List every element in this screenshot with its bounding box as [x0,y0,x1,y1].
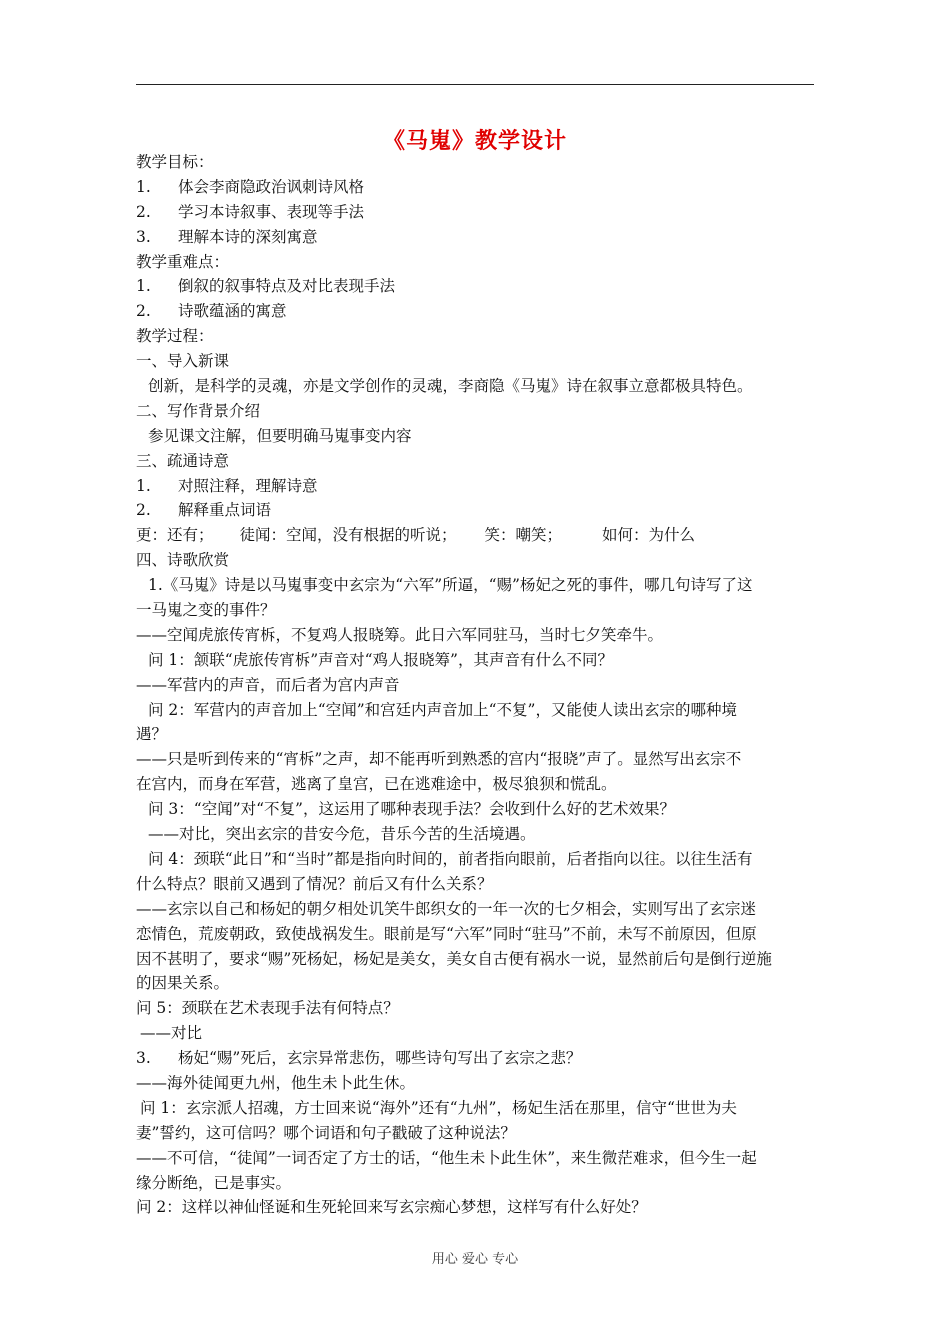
list-item: 2. 学习本诗叙事、表现等手法 [136,202,365,221]
section-heading: 三、疏通诗意 [136,451,230,470]
vocab-term: 如何：为什么 [602,526,696,545]
section-heading: 二、写作背景介绍 [136,401,261,420]
page-footer: 用心 爱心 专心 [431,1252,519,1267]
paragraph-line: 妻”誓约，这可信吗？哪个词语和句子戳破了这种说法？ [136,1123,516,1142]
paragraph-line: 问 3：“空闻”对“不复”，这运用了哪种表现手法？会收到什么好的艺术效果？ [148,800,675,819]
section-heading: 一、导入新课 [136,352,230,371]
paragraph-line: 问 2：军营内的声音加上“空闻”和宫廷内声音加上“不复”，又能使人读出玄宗的哪种境 [148,700,737,719]
paragraph-line: 恋情色，荒废朝政，致使战祸发生。眼前是写“六军”同时“驻马”不前，未写不前原因，但原 [136,924,757,943]
paragraph-line: ——海外徒闻更九州，他生未卜此生休。 [136,1073,416,1092]
key-points-heading: 教学重难点： [136,252,230,271]
list-item: 3. 理解本诗的深刻寓意 [136,227,318,246]
paragraph-line: ——军营内的声音，而后者为宫内声音 [136,675,400,694]
vocab-line [136,523,816,548]
paragraph: 创新，是科学的灵魂，亦是文学创作的灵魂，李商隐《马嵬》诗在叙事立意都极具特色。 [148,377,753,396]
section-heading: 四、诗歌欣赏 [136,551,230,570]
header-rule [136,84,814,85]
paragraph-line: 一马嵬之变的事件？ [136,601,276,620]
page-title: 《马嵬》教学设计 [382,129,567,154]
paragraph-line: ——对比，突出玄宗的昔安今危，昔乐今苦的生活境遇。 [148,825,536,844]
list-item: 1. 倒叙的叙事特点及对比表现手法 [136,277,396,296]
vocab-term: 笑：嘲笑； [484,526,563,545]
paragraph-line: ——对比 [140,1024,203,1043]
paragraph-line: 1.《马嵬》诗是以马嵬事变中玄宗为“六军”所逼，“赐”杨妃之死的事件，哪几句诗写了这 [148,576,753,595]
paragraph-line: ——空闻虎旅传宵柝，不复鸡人报晓筹。此日六军同驻马，当时七夕笑牵牛。 [136,625,664,644]
paragraph-line: 因不甚明了，要求“赐”死杨妃，杨妃是美女，美女自古便有祸水一说，显然前后句是倒行逆施 [136,949,772,968]
paragraph-line: 问 1：玄宗派人招魂，方士回来说“海外”还有“九州”，杨妃生活在那里，信守“世世为夫 [140,1098,737,1117]
list-item: 1. 体会李商隐政治讽刺诗风格 [136,177,365,196]
document-body [136,150,816,1220]
vocab-term: 徒闻：空闻，没有根据的听说； [239,526,457,545]
paragraph-line: ——不可信，“徒闻”一词否定了方士的话，“他生未卜此生休”，来生微茫难求，但今生一起 [136,1148,757,1167]
list-item: 3. 杨妃“赐”死后，玄宗异常悲伤，哪些诗句写出了玄宗之悲？ [136,1049,582,1068]
process-heading: 教学过程： [136,327,214,346]
list-item: 2. 诗歌蕴涵的寓意 [136,302,287,321]
paragraph-line: 在宫内，而身在军营，逃离了皇宫，已在逃难途中，极尽狼狈和慌乱。 [136,775,617,794]
paragraph-line: 问 4：颈联“此日”和“当时”都是指向时间的，前者指向眼前，后者指向以往。以往生活有 [148,849,753,868]
list-item: 1. 对照注释，理解诗意 [136,476,318,495]
paragraph-line: ——玄宗以自己和杨妃的朝夕相处讥笑牛郎织女的一年一次的七夕相会，实则写出了玄宗迷 [136,899,757,918]
vocab-term: 更：还有； [136,526,214,545]
paragraph-line: 问 5：颈联在艺术表现手法有何特点？ [136,999,399,1018]
paragraph-line: 的因果关系。 [136,974,230,993]
list-item: 2. 解释重点词语 [136,501,272,520]
paragraph-line: 问 2：这样以神仙怪诞和生死轮回来写玄宗痴心梦想，这样写有什么好处？ [136,1198,647,1217]
paragraph-line: ——只是听到传来的“宵柝”之声，却不能再听到熟悉的宫内“报晓”声了。显然写出玄宗不 [136,750,742,769]
paragraph: 参见课文注解，但要明确马嵬事变内容 [148,426,412,445]
paragraph-line: 缘分断绝，已是事实。 [136,1173,292,1192]
paragraph-line: 问 1：颔联“虎旅传宵柝”声音对“鸡人报晓筹”，其声音有什么不同？ [148,650,613,669]
paragraph-line: 遇？ [136,725,168,744]
objectives-heading: 教学目标： [136,153,214,171]
paragraph-line: 什么特点？眼前又遇到了情况？前后又有什么关系？ [136,874,493,893]
